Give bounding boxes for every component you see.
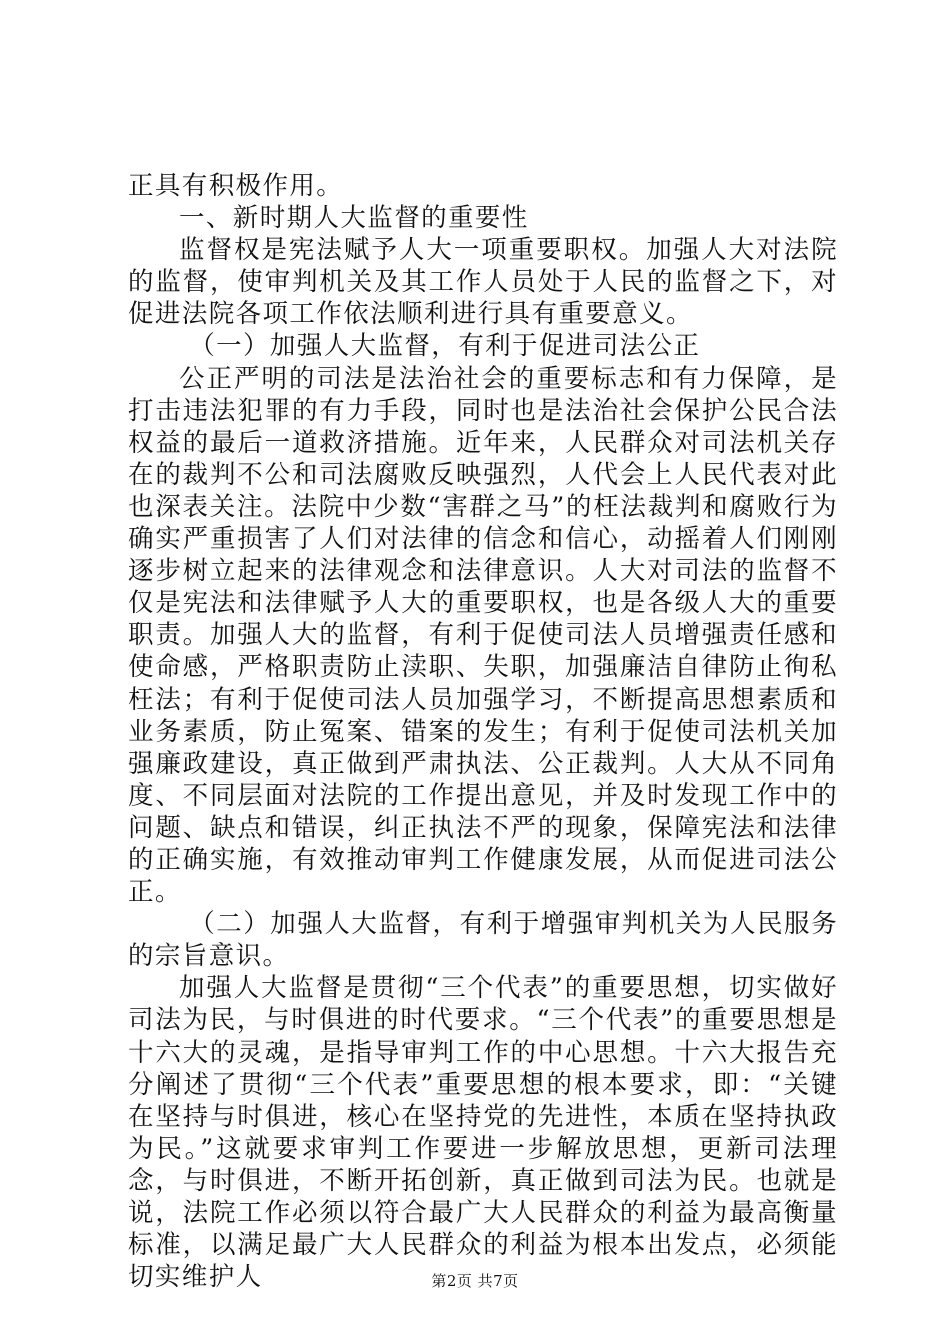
subsection-heading: （二）加强人大监督，有利于增强审判机关为人民服务的宗旨意识。	[128, 909, 838, 972]
subsection-heading: （一）加强人大监督，有利于促进司法公正	[189, 331, 701, 362]
document-body	[128, 170, 838, 1293]
page-number-footer: 第2页 共7页	[431, 1272, 519, 1290]
paragraph: 监督权是宪法赋予人大一项重要职权。加强人大对法院的监督，使审判机关及其工作人员处于人民的监督之下，对促进法院各项工作依法顺利进行具有重要意义。	[128, 235, 838, 330]
paragraph-continuation: 正具有积极作用。	[128, 171, 344, 201]
section-heading: 一、新时期人大监督的重要性	[179, 203, 529, 234]
paragraph: 公正严明的司法是法治社会的重要标志和有力保障，是打击违法犯罪的有力手段，同时也是法治社会保护公民合法权益的最后一道救济措施。近年来，人民群众对司法机关存在的裁判不公和司法腐败反映强烈，人代会上人民代表对此也深表关注。法院中少数“害群之马”的枉法裁判和腐败行为确实严重损害了人们对法律的信念和信心，动摇着人们刚刚逐步树立起来的法律观念和法律意识。人大对司法的监督不仅是宪法和法律赋予人大的重要职权，也是各级人大的重要职责。加强人大的监督，有利于促使司法人员增强责任感和使命感，严格职责防止渎职、失职，加强廉洁自律防止徇私枉法；有利于促使司法人员加强学习，不断提高思想素质和业务素质，防止冤案、错案的发生；有利于促使司法机关加强廉政建设，真正做到严肃执法、公正裁判。人大从不同角度、不同层面对法院的工作提出意见，并及时发现工作中的问题、缺点和错误，纠正执法不严的现象，保障宪法和法律的正确实施，有效推动审判工作健康发展，从而促进司法公正。	[128, 363, 838, 908]
paragraph: 加强人大监督是贯彻“三个代表”的重要思想，切实做好司法为民，与时俱进的时代要求。“三个代表”的重要思想是十六大的灵魂，是指导审判工作的中心思想。十六大报告充分阐述了贯彻“三个代表”重要思想的根本要求，即：“关键在坚持与时俱进，核心在坚持党的先进性，本质在坚持执政为民。”这就要求审判工作要进一步解放思想，更新司法理念，与时俱进，不断开拓创新，真正做到司法为民。也就是说，法院工作必须以符合最广大人民群众的利益为最高衡量标准，以满足最广大人民群众的利益为根本出发点，必须能切实维护人	[128, 973, 838, 1293]
